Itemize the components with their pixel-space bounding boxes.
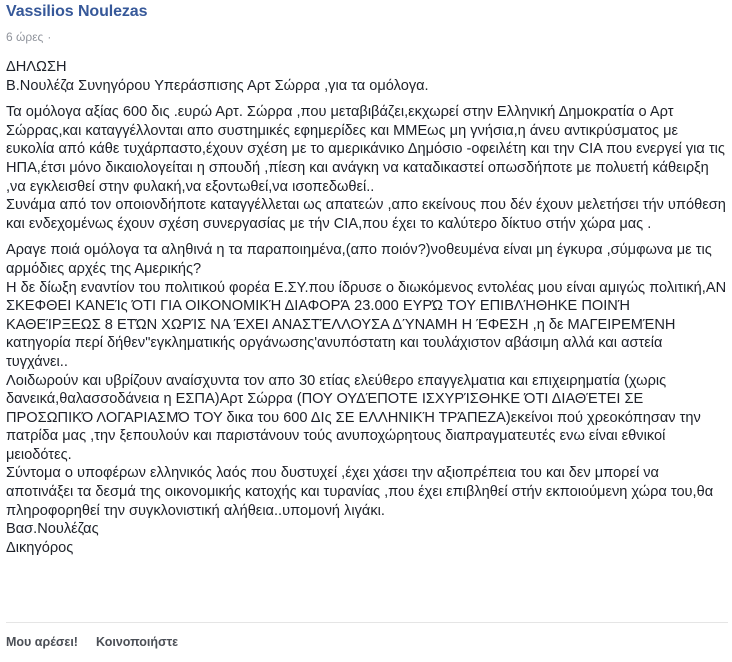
- post-paragraph: Τα ομόλογα αξίας 600 δις .ευρώ Αρτ. Σώρρα ,που μεταβιβάζει,εκχωρεί στην Ελληνική Δημοκρατία ο Αρτ Σώρρας,και καταγγέλλονται απο συστημικές εφημερίδες και ΜΜΕως μη γνήσια,η άνευ αντικρύσματος με ευκολία από κάθε τυχάρπαστο,έχουν σχέση με το αμερικάνικο Δημόσιο -οφειλέτη και την CIA που ενεργεί για τις ΗΠΑ,έτσι μόνο δικαιολογείται η σπουδή ,πίεση και ανάγκη να καταδικαστεί οπωσδήποτε με πολυετή κάθειρξη ,να εγκλεισθεί στην φυλακή,να εξοντωθεί,να ισοπεδωθεί..: [6, 104, 725, 195]
- post-actions: [6, 635, 178, 649]
- post-paragraph: Αραγε ποιά ομόλογα τα αληθινά η τα παραποιημένα,(απο ποιόν?)νοθευμένα είναι μη έγκυρα ,σύμφωνα με τις αρμόδιες αρχές της Αμερικής?: [6, 242, 712, 277]
- like-button[interactable]: Μου αρέσει!: [6, 635, 78, 649]
- post-author-name[interactable]: Vassilios Noulezas: [6, 3, 148, 20]
- post-subheading: Β.Νουλέζα Συνηγόρου Υπεράσπισης Αρτ Σώρρα ,για τα ομόλογα.: [6, 77, 429, 94]
- post-signature-title: Δικηγόρος: [6, 539, 74, 556]
- post-heading: ΔΗΛΩΣΗ: [6, 59, 67, 75]
- post-body: [6, 58, 728, 557]
- post-paragraph: Η δε δίωξη εναντίον του πολιτικού φορέα Ε.ΣΥ.που ίδρυσε ο διωκόμενος εντολέας μου είναι αμιγώς πολιτική,ΑΝ ΣΚΕΦΘΕΙ ΚΑΝΕΊς ΌΤΙ ΓΙΑ ΟΙΚΟΝΟΜΙΚΉ ΔΙΑΦΟΡΆ 23.000 ΕΥΡΏ ΤΟΥ ΕΠΙΒΛΉΘΗΚΕ ΠΟΙΝΉ ΚΑΘΕΊΡΞΕΩΣ 8 ΕΤΏΝ ΧΩΡΊΣ ΝΑ ΈΧΕΙ ΑΝΑΣΤΈΛΛΟΥΣΑ ΔΎΝΑΜΗ Η ΈΦΕΣΗ ,η δε ΜΑΓΕΙΡΕΜΈΝΗ κατηγορία περί δήθεν"εγκληματικής οργάνωσης'ανυπόστατη και τουλάχιστον αβάσιμη αλλά και αστεία τυγχάνει..: [6, 279, 727, 370]
- post-paragraph: Συνάμα από τον οποιονδήποτε καταγγέλλεται ως απατεών ,απο εκείνους που δέν έχουν μελετήσει τήν υπόθεση και ενδεχομένως έχουν σχέση συνεργασίας με τήν CIA,που έχει το καλύτερο δίκτυο στήν χώρα μας .: [6, 197, 726, 232]
- post-timestamp[interactable]: 6 ώρες: [6, 30, 44, 44]
- share-button[interactable]: Κοινοποιήστε: [95, 635, 179, 649]
- post-paragraph: Σύντομα ο υποφέρων ελληνικός λαός που δυστυχεί ,έχει χάσει την αξιοπρέπεια του και δεν μπορεί να αποτινάξει τα δεσμά της οικονομικής κατοχής και τυρανίας ,που έχει επιβληθεί στήν εκποιούμενη χώρα του,θα πληροφορηθεί την συγκλονιστική αλήθεια..υπομονή λιγάκι.: [6, 465, 714, 519]
- meta-separator: ·: [47, 30, 52, 44]
- post-paragraph: Λοιδωρούν και υβρίζουν αναίσχυντα τον απο 30 ετίας ελεύθερο επαγγελματια και επιχειρηματία (χωρις δανεικά,θαλασσοδάνεια η ΕΣΠΑ)Αρτ Σώρρα (ΠΟΥ ΟΥΔΈΠΟΤΕ ΙΣΧΥΡΊΣΘΗΚΕ ΌΤΙ ΔΙΑΘΈΤΕΙ ΣΕ ΠΡΟΣΩΠΙΚΌ ΛΟΓΑΡΙΑΣΜΌ ΤΟΥ δικα του 600 ΔΙς ΣΕ ΕΛΛΗΝΙΚΉ ΤΡΆΠΕΖΑ)εκείνοι πού χρεοκόπησαν την πατρίδα μας ,την ξεπουλούν και παριστάνουν τούς ανυποχώρητους διαπραγματευτές ενω είναι εθνικοί μειοδότες.: [6, 372, 701, 463]
- action-divider: [6, 622, 728, 623]
- post-signature-name: Βασ.Νουλέζας: [6, 521, 99, 538]
- post-meta: [6, 30, 51, 44]
